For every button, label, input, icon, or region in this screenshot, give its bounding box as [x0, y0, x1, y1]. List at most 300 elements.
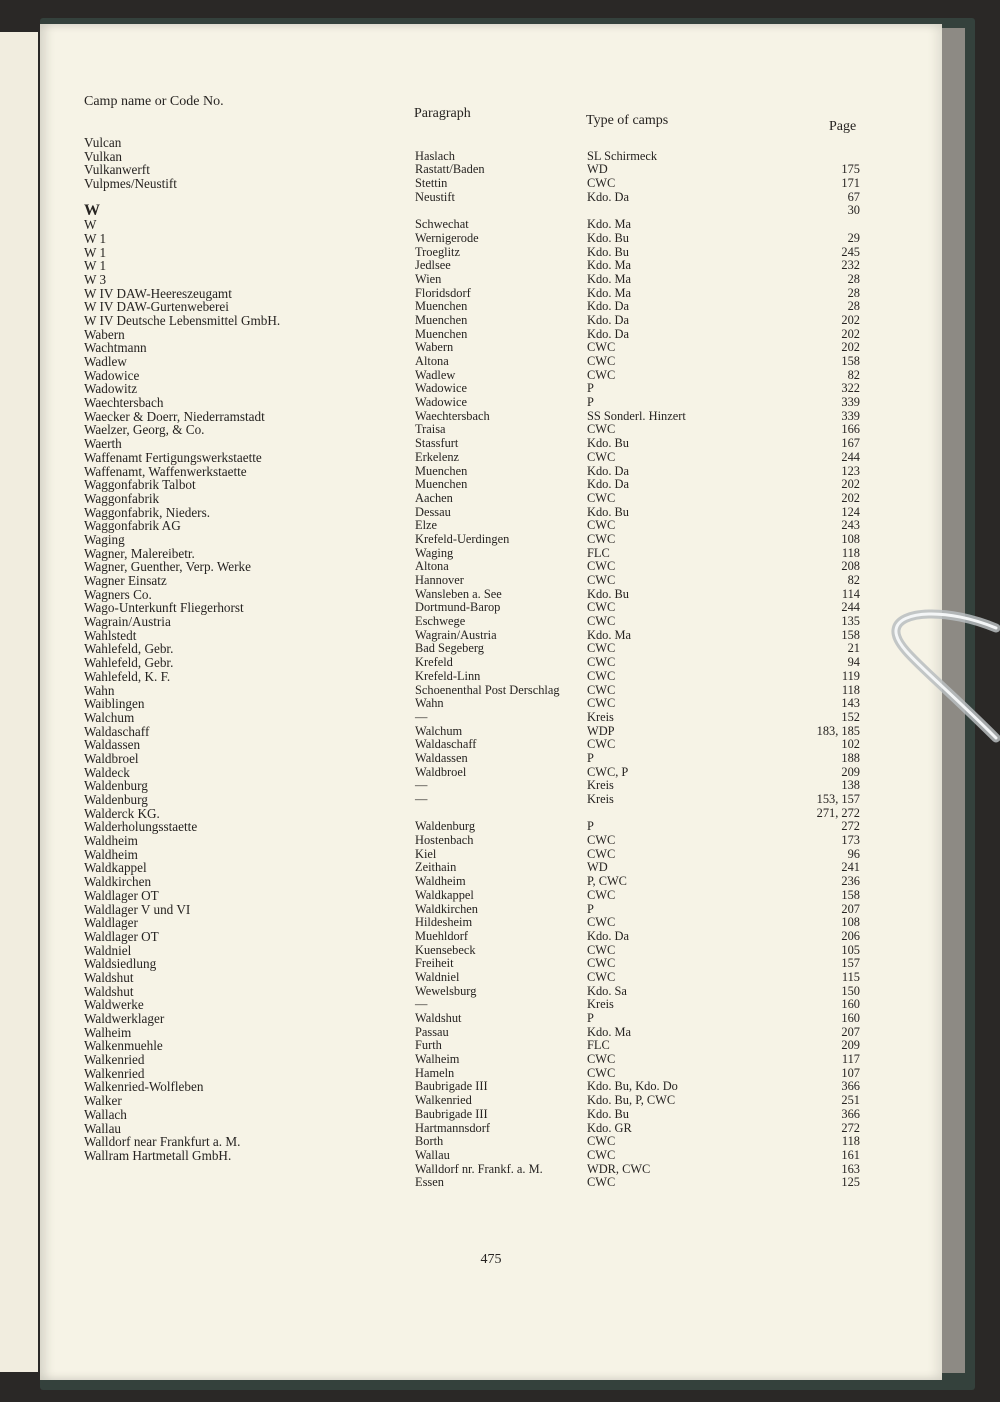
page-ref-cell: 243: [841, 518, 860, 533]
camp-name-cell: Wahlefeld, Gebr.: [84, 641, 174, 657]
camp-name-cell: Waldassen: [84, 737, 141, 753]
page-ref-cell: 21: [847, 641, 860, 656]
camp-name-cell: Wallach: [84, 1106, 127, 1122]
table-row: [84, 738, 884, 752]
camp-type-cell: CWC: [587, 887, 616, 902]
page-ref-cell: 118: [841, 545, 860, 560]
camp-type-cell: P: [587, 1011, 594, 1025]
camp-name-cell: Waldheim: [84, 846, 138, 862]
paragraph-cell: Waechtersbach: [415, 408, 490, 423]
camp-type-cell: Kdo. Bu, Kdo. Do: [587, 1079, 678, 1094]
paragraph-cell: Passau: [415, 1024, 449, 1039]
camp-name-cell: Waldsiedlung: [84, 956, 157, 972]
paragraph-cell: Muenchen: [415, 477, 468, 492]
paragraph-cell: Eschwege: [415, 614, 466, 629]
camp-type-cell: WDP: [587, 723, 615, 738]
table-row: [84, 465, 884, 479]
camp-type-cell: Kdo. Ma: [587, 1024, 632, 1039]
table-row: [84, 601, 884, 615]
camp-type-cell: CWC: [587, 559, 616, 574]
table-row: [84, 861, 884, 875]
paragraph-cell: Hostenbach: [415, 833, 474, 848]
camp-name-cell: W 1: [84, 230, 107, 246]
camp-name-cell: Wahn: [84, 682, 115, 698]
page-ref-cell: 108: [841, 531, 860, 546]
camp-name-cell: Waldlager OT: [84, 887, 159, 903]
camp-type-cell: Kreis: [587, 709, 614, 724]
camp-type-cell: CWC: [587, 1147, 616, 1162]
paragraph-cell: Borth: [415, 1134, 444, 1149]
page-ref-cell: 118: [841, 682, 860, 697]
camp-name-cell: Wahlstedt: [84, 627, 137, 643]
paragraph-cell: Aachen: [415, 490, 453, 505]
table-row: [84, 287, 884, 301]
page-ref-cell: 160: [841, 997, 860, 1012]
table-row: [84, 656, 884, 670]
table-row: [84, 725, 884, 739]
page-ref-cell: 202: [841, 490, 860, 505]
camp-name-cell: Walheim: [84, 1024, 132, 1040]
camp-type-cell: CWC: [587, 449, 616, 464]
paragraph-cell: Krefeld-Linn: [415, 668, 481, 683]
paragraph-cell: Wadowice: [415, 395, 467, 410]
page-ref-cell: 158: [841, 627, 860, 642]
camp-type-cell: CWC: [587, 655, 616, 670]
table-row: [84, 232, 884, 246]
page-ref-cell: 30: [847, 203, 860, 218]
camp-type-cell: CWC: [587, 969, 616, 984]
table-row: [84, 697, 884, 711]
page-ref-cell: 135: [841, 614, 860, 629]
table-row: [84, 1094, 884, 1108]
camp-type-cell: Kdo. Da: [587, 477, 629, 492]
camp-type-cell: Kdo. Bu, P, CWC: [587, 1093, 676, 1108]
table-row: [84, 670, 884, 684]
camp-name-cell: Waldniel: [84, 942, 132, 958]
page-ref-cell: 272: [841, 819, 860, 834]
camp-name-cell: W: [84, 217, 97, 233]
camp-name-cell: Waldlager OT: [84, 928, 159, 944]
camp-name-cell: Vulkan: [84, 148, 123, 164]
camp-name-cell: Waldlager V und VI: [84, 901, 191, 917]
table-row: [84, 1135, 884, 1149]
paragraph-cell: Furth: [415, 1038, 442, 1053]
table-row: [84, 259, 884, 273]
camp-type-cell: FLC: [587, 545, 610, 560]
table-row: [84, 314, 884, 328]
camp-name-cell: Waldaschaff: [84, 723, 150, 739]
camp-type-cell: Kdo. Da: [587, 463, 629, 478]
camp-index-table: [84, 136, 884, 1190]
table-row: [84, 766, 884, 780]
camp-type-cell: Kdo. Da: [587, 326, 629, 341]
table-row: [84, 752, 884, 766]
page-ref-cell: 207: [841, 1024, 860, 1039]
page-ref-cell: 232: [841, 258, 860, 273]
page-ref-cell: 118: [841, 1134, 860, 1149]
camp-type-cell: CWC: [587, 1052, 616, 1067]
camp-type-cell: CWC: [587, 942, 616, 957]
camp-name-cell: Wagrain/Austria: [84, 614, 171, 630]
page-ref-cell: 366: [841, 1079, 860, 1094]
page-ref-cell: 339: [841, 395, 860, 410]
table-row: [84, 382, 884, 396]
camp-name-cell: Wahlefeld, Gebr.: [84, 655, 174, 671]
camp-name-cell: Wadlew: [84, 354, 127, 369]
paragraph-cell: Hameln: [415, 1065, 455, 1080]
table-row: [84, 328, 884, 342]
camp-type-cell: Kdo. Bu: [587, 244, 629, 259]
page-ref-cell: 272: [841, 1120, 860, 1135]
paragraph-cell: Walheim: [415, 1052, 460, 1067]
page-ref-cell: 123: [841, 463, 860, 478]
page-ref-cell: 152: [841, 709, 860, 724]
page-ref-cell: 183, 185: [816, 723, 860, 738]
table-row: [84, 1176, 884, 1190]
camp-name-cell: Waggonfabrik AG: [84, 518, 181, 534]
page-ref-cell: 119: [841, 668, 860, 683]
paragraph-cell: Waldbroel: [415, 764, 467, 779]
page-ref-cell: 107: [841, 1065, 860, 1080]
camp-type-cell: Kdo. GR: [587, 1120, 632, 1135]
page-ref-cell: 366: [841, 1106, 860, 1121]
paragraph-cell: Wagrain/Austria: [415, 627, 497, 642]
table-row: [84, 875, 884, 889]
page-ref-cell: 236: [841, 874, 860, 889]
page-number: 475: [480, 1252, 502, 1267]
page-ref-cell: 28: [847, 271, 860, 286]
table-row: [84, 684, 884, 698]
camp-name-cell: Waldkirchen: [84, 874, 152, 890]
camp-name-cell: Walkenried: [84, 1065, 145, 1081]
table-row: [84, 355, 884, 369]
table-row: [84, 1067, 884, 1081]
camp-type-cell: CWC: [587, 833, 616, 848]
camp-type-cell: Kreis: [587, 792, 614, 806]
camp-name-cell: W IV Deutsche Lebensmittel GmbH.: [84, 312, 281, 328]
table-row: [84, 150, 884, 164]
camp-type-cell: Kdo. Ma: [587, 258, 632, 273]
camp-name-cell: Waggonfabrik, Nieders.: [84, 504, 211, 520]
page-ref-cell: 202: [841, 312, 860, 327]
page-ref-cell: 167: [841, 436, 860, 451]
camp-name-cell: Waerth: [84, 436, 122, 452]
camp-type-cell: P: [587, 750, 594, 765]
camp-type-cell: WD: [587, 162, 608, 177]
table-row: [84, 506, 884, 520]
camp-name-cell: Wahlefeld, K. F.: [84, 668, 171, 684]
camp-name-cell: Waldkappel: [84, 860, 147, 876]
table-row: [84, 191, 884, 205]
paragraph-cell: Elze: [415, 518, 438, 533]
paragraph-cell: Hannover: [415, 573, 464, 587]
paragraph-cell: Dortmund-Barop: [415, 600, 501, 615]
camp-name-cell: Walkenried: [84, 1052, 145, 1068]
page-ref-cell: 175: [841, 162, 860, 177]
camp-type-cell: CWC: [587, 668, 616, 683]
camp-name-cell: Waging: [84, 531, 125, 547]
camp-type-cell: CWC: [587, 367, 616, 382]
camp-name-cell: Wadowice: [84, 367, 140, 383]
table-row: [84, 1053, 884, 1067]
page-ref-cell: 138: [841, 778, 860, 793]
paragraph-cell: Wallau: [415, 1147, 450, 1162]
paragraph-cell: Muenchen: [415, 299, 468, 314]
paragraph-cell: Krefeld: [415, 655, 453, 670]
page-ref-cell: 102: [841, 737, 860, 752]
camp-name-cell: Waiblingen: [84, 696, 145, 712]
camp-name-cell: Wagner, Malereibetr.: [84, 545, 195, 561]
camp-name-cell: Walderholungsstaette: [84, 819, 198, 835]
page-ref-cell: 143: [841, 696, 860, 711]
paragraph-cell: Hartmannsdorf: [415, 1120, 491, 1135]
table-row: [84, 492, 884, 506]
paragraph-cell: Waldniel: [415, 969, 460, 984]
table-row: [84, 834, 884, 848]
table-row: [84, 1026, 884, 1040]
page-ref-cell: 173: [841, 833, 860, 848]
camp-name-cell: Vulcan: [84, 135, 122, 150]
table-row: [84, 807, 884, 821]
camp-type-cell: Kdo. Bu: [587, 436, 629, 451]
camp-type-cell: CWC: [587, 614, 616, 629]
table-row: [84, 889, 884, 903]
book-page: [40, 24, 942, 1380]
paragraph-cell: Muehldorf: [415, 928, 468, 943]
page-ref-cell: 114: [841, 586, 860, 601]
camp-name-cell: Waechtersbach: [84, 395, 164, 411]
table-row: [84, 204, 884, 218]
paragraph-cell: Baubrigade III: [415, 1079, 488, 1094]
camp-type-cell: WDR, CWC: [587, 1161, 651, 1176]
camp-type-cell: CWC: [587, 176, 616, 191]
table-row: [84, 1122, 884, 1136]
camp-name-cell: Wallau: [84, 1120, 122, 1136]
paragraph-cell: Kuensebeck: [415, 942, 476, 957]
camp-name-cell: Wachtmann: [84, 340, 147, 356]
camp-name-cell: Walkenried-Wolfleben: [84, 1079, 204, 1095]
page-ref-cell: 202: [841, 340, 860, 355]
page-ref-cell: 245: [841, 244, 860, 259]
camp-type-cell: P: [587, 819, 594, 834]
page-ref-cell: 125: [841, 1175, 860, 1190]
paragraph-cell: Freiheit: [415, 956, 454, 971]
camp-type-cell: Kreis: [587, 997, 614, 1012]
page-ref-cell: 209: [841, 1038, 860, 1053]
paragraph-cell: Waldaschaff: [415, 737, 477, 752]
camp-name-cell: Waffenamt Fertigungswerkstaette: [84, 449, 262, 465]
camp-name-cell: Vulpmes/Neustift: [84, 176, 177, 192]
camp-type-cell: Kdo. Bu: [587, 504, 629, 519]
paragraph-cell: Stettin: [415, 176, 448, 191]
paragraph-cell: —: [415, 997, 428, 1012]
header-paragraph: Paragraph: [414, 106, 471, 121]
camp-name-cell: Wagners Co.: [84, 586, 152, 602]
table-row: [84, 629, 884, 643]
paragraph-cell: Walldorf nr. Frankf. a. M.: [415, 1161, 543, 1176]
camp-name-cell: W: [84, 202, 100, 220]
camp-type-cell: Kdo. Ma: [587, 217, 632, 232]
header-page: Page: [829, 119, 857, 134]
paragraph-cell: Waldenburg: [415, 819, 476, 834]
paragraph-cell: Waging: [415, 545, 454, 560]
page-ref-cell: 244: [841, 600, 860, 615]
table-row: [84, 971, 884, 985]
camp-name-cell: Waldenburg: [84, 778, 148, 794]
camp-name-cell: Waelzer, Georg, & Co.: [84, 422, 205, 438]
camp-type-cell: CWC: [587, 682, 616, 697]
table-row: [84, 615, 884, 629]
table-row: [84, 437, 884, 451]
page-ref-cell: 153, 157: [816, 792, 860, 806]
camp-type-cell: CWC: [587, 573, 616, 587]
camp-type-cell: Kdo. Da: [587, 312, 629, 327]
camp-name-cell: Vulkanwerft: [84, 162, 150, 178]
page-ref-cell: 209: [841, 764, 860, 779]
camp-type-cell: CWC: [587, 518, 616, 533]
paragraph-cell: Hildesheim: [415, 915, 473, 930]
camp-type-cell: Kdo. Da: [587, 299, 629, 314]
table-row: [84, 848, 884, 862]
camp-name-cell: Walchum: [84, 709, 135, 725]
page-ref-cell: 124: [841, 504, 860, 519]
table-row: [84, 1080, 884, 1094]
camp-type-cell: Kdo. Bu: [587, 1106, 629, 1121]
page-ref-cell: 115: [841, 969, 860, 984]
paragraph-cell: Neustift: [415, 189, 455, 204]
camp-type-cell: CWC: [587, 846, 616, 861]
camp-type-cell: SS Sonderl. Hinzert: [587, 408, 686, 423]
camp-name-cell: Walldorf near Frankfurt a. M.: [84, 1134, 241, 1150]
table-row: [84, 985, 884, 999]
camp-name-cell: Wago-Unterkunft Fliegerhorst: [84, 600, 244, 616]
paragraph-cell: Altona: [415, 559, 449, 574]
camp-type-cell: Kdo. Ma: [587, 627, 632, 642]
page-ref-cell: 108: [841, 915, 860, 930]
camp-name-cell: Wadowitz: [84, 381, 138, 397]
paragraph-cell: Essen: [415, 1175, 444, 1190]
camp-type-cell: CWC: [587, 490, 616, 505]
camp-type-cell: CWC: [587, 696, 616, 711]
camp-type-cell: Kdo. Ma: [587, 271, 632, 286]
camp-type-cell: CWC: [587, 956, 616, 971]
camp-type-cell: Kdo. Da: [587, 189, 629, 204]
table-row: [84, 793, 884, 807]
paragraph-cell: Wernigerode: [415, 230, 479, 245]
table-row: [84, 711, 884, 725]
page-ref-cell: 67: [847, 189, 860, 204]
table-row: [84, 341, 884, 355]
camp-name-cell: Waldenburg: [84, 792, 148, 807]
table-row: [84, 1108, 884, 1122]
paragraph-cell: Wansleben a. See: [415, 586, 502, 601]
camp-type-cell: Kreis: [587, 778, 614, 793]
previous-page-edge: [0, 32, 38, 1372]
table-row: [84, 519, 884, 533]
table-row: [84, 560, 884, 574]
paragraph-cell: Schwechat: [415, 217, 469, 232]
table-row: [84, 300, 884, 314]
camp-name-cell: Waffenamt, Waffenwerkstaette: [84, 463, 247, 479]
camp-name-cell: Wabern: [84, 326, 125, 342]
page-ref-cell: 208: [841, 559, 860, 574]
camp-type-cell: FLC: [587, 1038, 610, 1053]
page-ref-cell: 166: [841, 422, 860, 437]
page-ref-cell: 82: [847, 573, 860, 587]
camp-name-cell: Waldshut: [84, 969, 134, 985]
camp-type-cell: SL Schirmeck: [587, 148, 658, 163]
paragraph-cell: Troeglitz: [415, 244, 460, 259]
camp-name-cell: Walker: [84, 1093, 122, 1109]
page-ref-cell: 160: [841, 1011, 860, 1025]
paragraph-cell: Floridsdorf: [415, 285, 471, 300]
page-ref-cell: 207: [841, 901, 860, 916]
header-type-of-camps: Type of camps: [586, 113, 669, 128]
table-row: [84, 957, 884, 971]
page-ref-cell: 158: [841, 887, 860, 902]
table-row: [84, 588, 884, 602]
page-ref-cell: 94: [847, 655, 860, 670]
paragraph-cell: Wahn: [415, 696, 444, 711]
camp-name-cell: Waldwerke: [84, 997, 144, 1013]
paragraph-cell: Stassfurt: [415, 436, 459, 451]
page-ref-cell: 105: [841, 942, 860, 957]
page-ref-cell: 271, 272: [816, 805, 860, 820]
camp-type-cell: CWC: [587, 1175, 616, 1190]
paragraph-cell: Krefeld-Uerdingen: [415, 531, 510, 546]
table-row: [84, 1149, 884, 1163]
paragraph-cell: Walchum: [415, 723, 463, 738]
page-ref-cell: 202: [841, 326, 860, 341]
page-ref-cell: 158: [841, 354, 860, 368]
table-row: [84, 246, 884, 260]
paragraph-cell: Bad Segeberg: [415, 641, 484, 656]
table-row: [84, 1012, 884, 1026]
camp-type-cell: CWC: [587, 531, 616, 546]
page-ref-cell: 241: [841, 860, 860, 875]
table-row: [84, 369, 884, 383]
camp-type-cell: CWC: [587, 1065, 616, 1080]
page-ref-cell: 322: [841, 381, 860, 396]
page-ref-cell: 96: [847, 846, 860, 861]
paragraph-cell: Schoenenthal Post Derschlag: [415, 682, 560, 697]
camp-name-cell: W 3: [84, 271, 107, 287]
camp-name-cell: Waldeck: [84, 764, 130, 780]
paragraph-cell: Waldheim: [415, 874, 466, 889]
camp-type-cell: CWC: [587, 354, 616, 368]
page-ref-cell: 206: [841, 928, 860, 943]
paragraph-cell: Muenchen: [415, 312, 468, 327]
table-row: [84, 820, 884, 834]
camp-name-cell: Waggonfabrik Talbot: [84, 477, 196, 493]
paragraph-cell: Walkenried: [415, 1093, 472, 1108]
page-ref-cell: 161: [841, 1147, 860, 1162]
table-row: [84, 177, 884, 191]
table-row: [84, 218, 884, 232]
paper-clip-icon: [888, 600, 1000, 750]
paragraph-cell: Waldassen: [415, 750, 468, 765]
table-row: [84, 779, 884, 793]
paragraph-cell: Kiel: [415, 846, 437, 861]
camp-type-cell: CWC: [587, 422, 616, 437]
table-row: [84, 903, 884, 917]
table-row: [84, 944, 884, 958]
paragraph-cell: Wien: [415, 271, 442, 286]
camp-type-cell: P: [587, 395, 594, 410]
camp-type-cell: Kdo. Bu: [587, 586, 629, 601]
table-row: [84, 930, 884, 944]
camp-type-cell: Kdo. Bu: [587, 230, 629, 245]
